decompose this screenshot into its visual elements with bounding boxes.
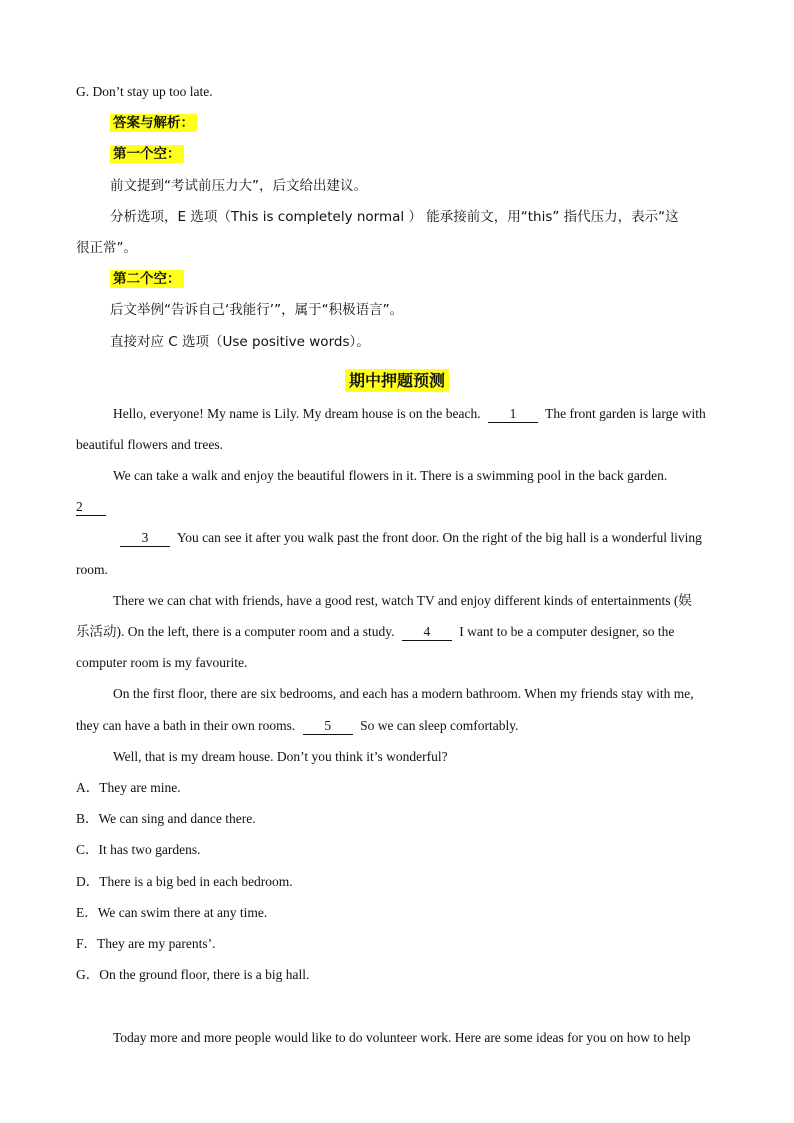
answer-heading-line (110, 113, 721, 133)
blank1-heading-line (110, 144, 721, 164)
passage-text: So we can sleep comfortably. (360, 718, 519, 733)
option-d: D．There is a big bed in each bedroom. (76, 874, 293, 889)
passage-line-4 (76, 497, 721, 517)
section-title-line (0, 368, 794, 391)
option-e: E．We can swim there at any time. (76, 905, 268, 920)
passage-line-9: computer room is my favourite. (76, 655, 248, 670)
passage-text: Hello, everyone! My name is Lily. My dream house is on the beach. (113, 406, 481, 421)
passage-line-3: We can take a walk and enjoy the beautiful flowers in it. There is a swimming pool in the back garden. (113, 468, 668, 483)
blank2-explanation-1: 后文举例“告诉自己‘我能行’”，属于“积极语言”。 (110, 302, 404, 318)
passage-line-12: Well, that is my dream house. Don’t you think it’s wonderful? (113, 749, 448, 764)
blank1-explanation-3: 很正常”。 (76, 240, 137, 256)
passage-line-1 (113, 404, 721, 424)
passage-line-5 (116, 528, 721, 548)
next-passage-line-1: Today more and more people would like to do volunteer work. Here are some ideas for you on how to help (113, 1030, 691, 1045)
blank-3[interactable]: 3 (120, 530, 170, 547)
blank2-explanation-2: 直接对应 C 选项（Use positive words）。 (110, 334, 370, 350)
blank-5[interactable]: 5 (303, 718, 353, 735)
option-c: C．It has two gardens. (76, 842, 201, 857)
passage-line-11 (76, 716, 721, 736)
blank1-heading: 第一个空： (110, 145, 184, 163)
passage-line-7: There we can chat with friends, have a good rest, watch TV and enjoy different kinds of entertainments (娱 (113, 593, 692, 608)
blank1-explanation-2: 分析选项，E 选项（This is completely normal ） 能承接前文，用“this” 指代压力，表示“这 (110, 209, 679, 225)
passage-text: I want to be a computer designer, so the (459, 624, 675, 639)
passage-line-8 (76, 622, 721, 642)
blank-2[interactable]: 2 (76, 499, 106, 516)
blank-1[interactable]: 1 (488, 406, 538, 423)
answer-heading: 答案与解析： (110, 114, 197, 132)
blank-4[interactable]: 4 (402, 624, 452, 641)
option-f: F．They are my parents’. (76, 936, 216, 951)
passage-line-6: room. (76, 562, 108, 577)
blank2-heading-line (110, 269, 721, 289)
passage-line-10: On the first floor, there are six bedrooms, and each has a modern bathroom. When my friends stay with me, (113, 686, 694, 701)
passage-text: The front garden is large with (545, 406, 706, 421)
option-g-previous: G. Don’t stay up too late. (76, 84, 213, 99)
blank1-explanation-1: 前文提到“考试前压力大”，后文给出建议。 (110, 178, 367, 194)
option-a: A．They are mine. (76, 780, 181, 795)
passage-line-2: beautiful flowers and trees. (76, 437, 223, 452)
option-b: B．We can sing and dance there. (76, 811, 256, 826)
section-title: 期中押题预测 (345, 369, 449, 392)
passage-text: 乐活动). On the left, there is a computer room and a study. (76, 624, 395, 639)
passage-text: they can have a bath in their own rooms. (76, 718, 296, 733)
option-g: G．On the ground floor, there is a big hall. (76, 967, 310, 982)
passage-text: You can see it after you walk past the front door. On the right of the big hall is a wonderful living (176, 530, 702, 545)
blank2-heading: 第二个空： (110, 270, 184, 288)
